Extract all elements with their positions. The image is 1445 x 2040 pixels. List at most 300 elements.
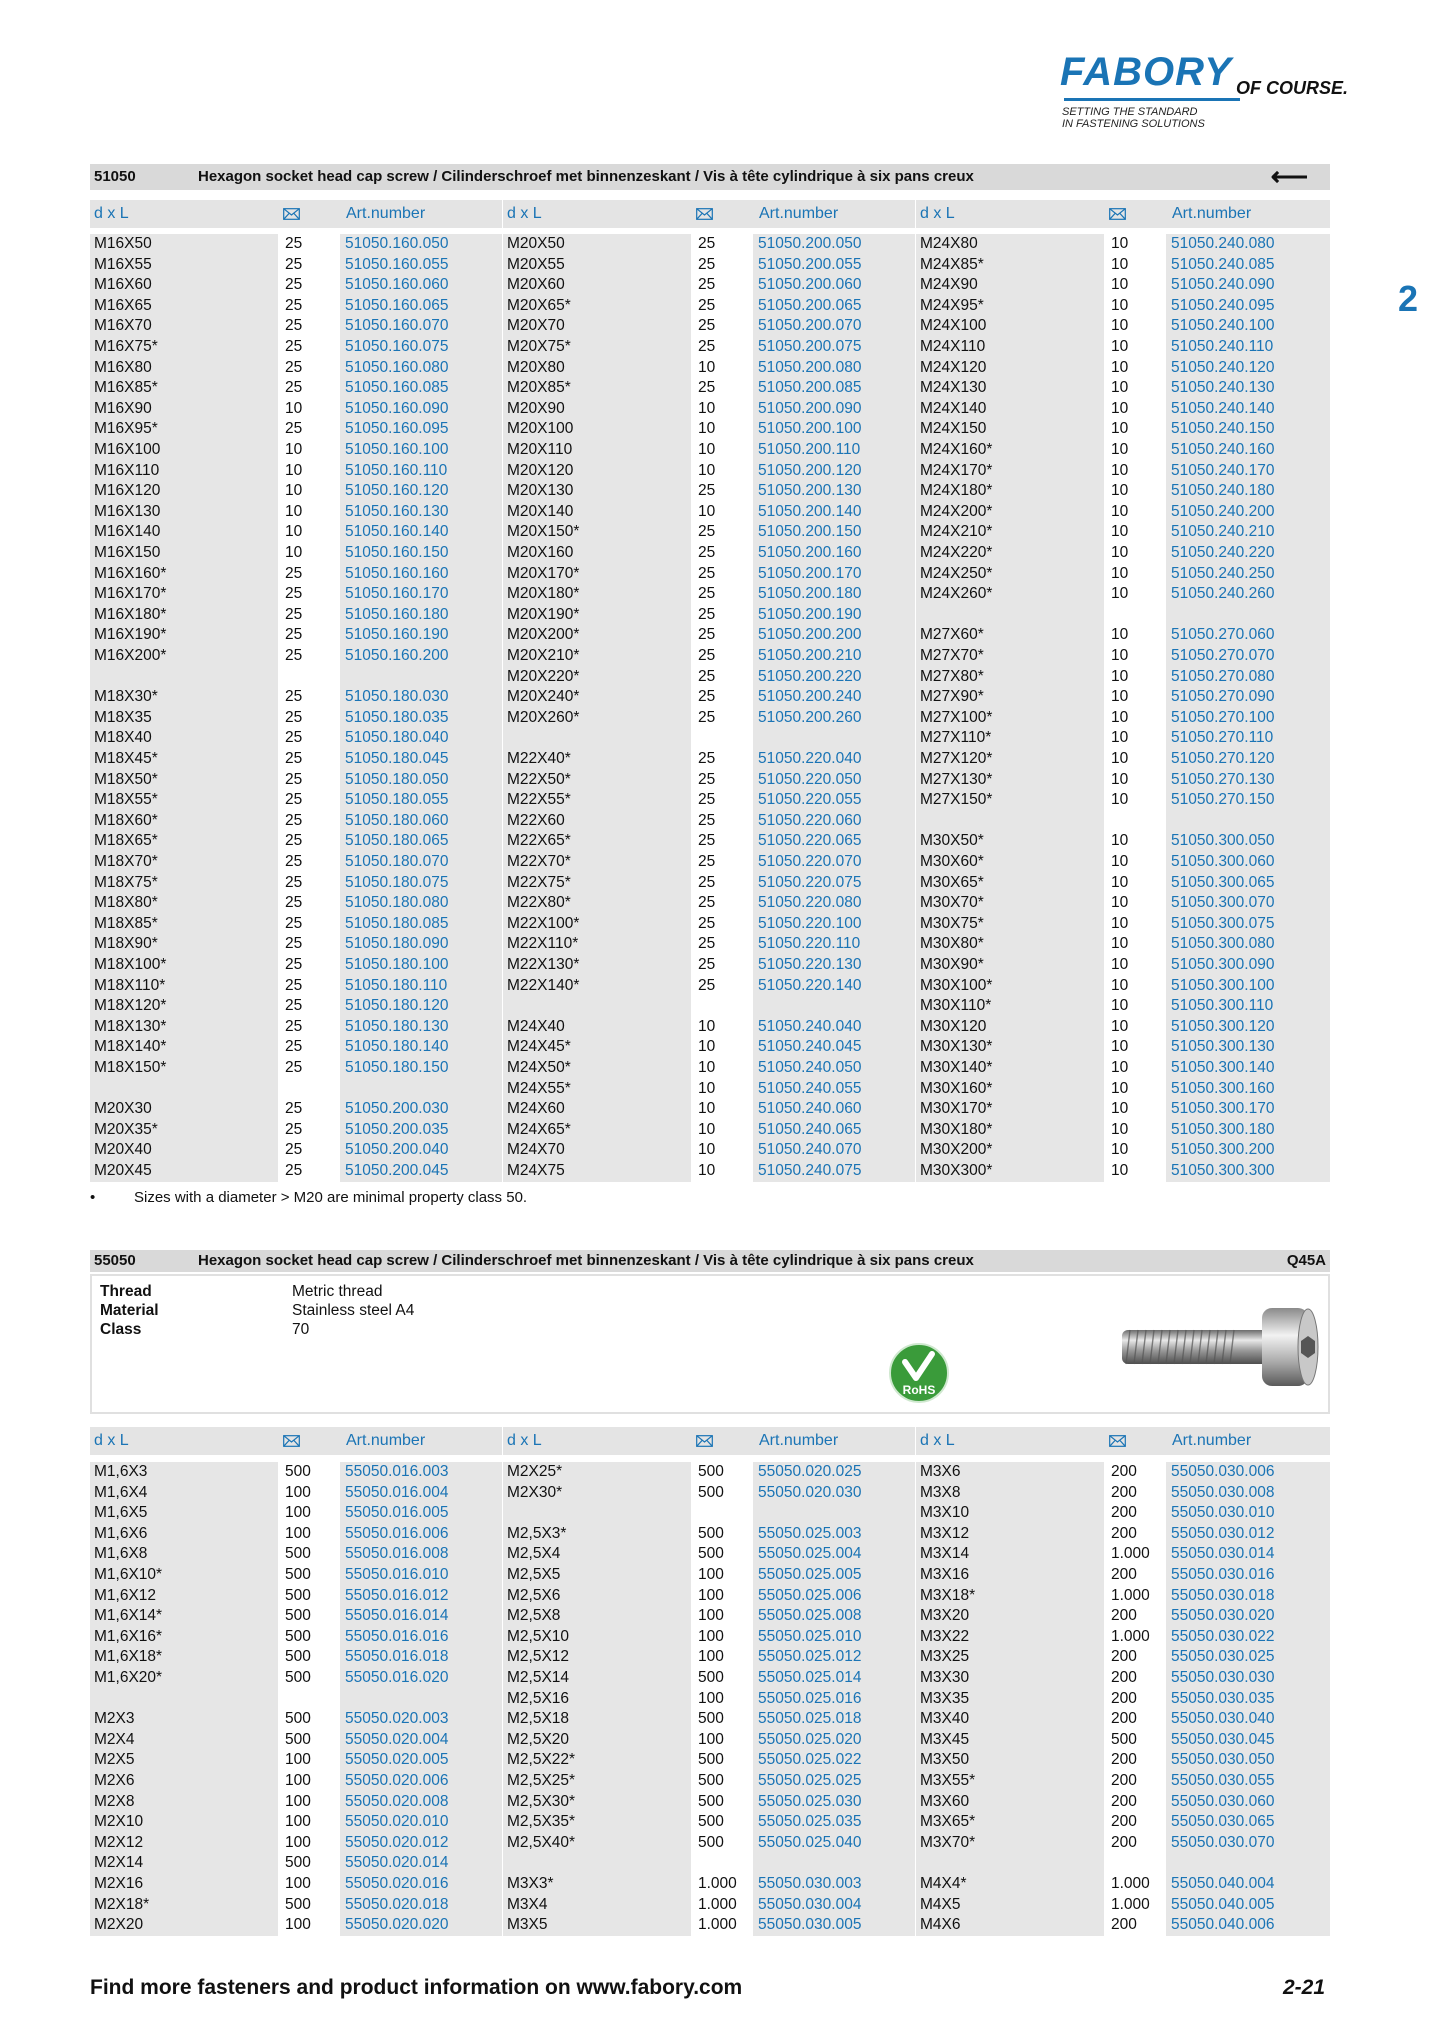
- article-number-link[interactable]: 55050.016.016: [345, 1627, 449, 1645]
- article-number-link[interactable]: 51050.200.055: [758, 255, 862, 273]
- article-number-link[interactable]: 55050.030.065: [1171, 1813, 1275, 1831]
- article-number-link[interactable]: 51050.300.170: [1171, 1100, 1275, 1118]
- article-number-link[interactable]: 51050.270.090: [1171, 688, 1275, 706]
- article-number-link[interactable]: 55050.030.010: [1171, 1504, 1275, 1522]
- article-number-link[interactable]: 51050.180.140: [345, 1038, 449, 1056]
- article-number-link[interactable]: 51050.180.030: [345, 688, 449, 706]
- size-cell: M16X70: [94, 317, 152, 335]
- article-number-link[interactable]: 55050.025.016: [758, 1689, 862, 1707]
- article-number-link[interactable]: 55050.030.055: [1171, 1772, 1275, 1789]
- article-number-link[interactable]: 51050.180.110: [345, 976, 448, 994]
- article-number-link[interactable]: 51050.240.210: [1171, 523, 1275, 541]
- article-number-link[interactable]: 51050.220.110: [758, 935, 861, 953]
- article-number-link[interactable]: 51050.270.130: [1171, 770, 1275, 788]
- article-number-link[interactable]: 51050.270.150: [1171, 791, 1275, 809]
- article-number-link[interactable]: 55050.030.070: [1171, 1833, 1275, 1851]
- article-number-link[interactable]: 55050.030.030: [1171, 1669, 1275, 1686]
- article-number-link[interactable]: 51050.160.160: [345, 564, 449, 582]
- article-number-link[interactable]: 51050.160.100: [345, 441, 449, 458]
- article-number-link[interactable]: 51050.160.130: [345, 502, 449, 520]
- size-cell: M22X130*: [507, 956, 580, 973]
- article-number-link[interactable]: 55050.020.010: [345, 1813, 449, 1831]
- table-row: [90, 399, 504, 419]
- quantity-cell: 25: [285, 276, 303, 294]
- size-cell: M2,5X4: [507, 1545, 561, 1563]
- article-number-link[interactable]: 51050.300.120: [1171, 1017, 1275, 1035]
- quantity-cell: 25: [285, 317, 303, 335]
- quantity-cell: 25: [285, 1120, 303, 1138]
- article-number-link[interactable]: 55050.040.005: [1171, 1895, 1275, 1913]
- quantity-cell: 500: [698, 1483, 724, 1501]
- article-number-link[interactable]: 51050.200.100: [758, 420, 862, 438]
- article-number-link[interactable]: 51050.300.075: [1171, 914, 1275, 932]
- article-number-link[interactable]: 55050.025.006: [758, 1586, 862, 1604]
- quantity-cell: 25: [285, 605, 303, 623]
- article-number-link[interactable]: 55050.016.003: [345, 1463, 449, 1480]
- size-cell: M2,5X40*: [507, 1833, 576, 1851]
- section-title: Hexagon socket head cap screw / Cilinderschroef met binnenzeskant / Vis à tête cylindrique à six pans creux: [198, 1252, 974, 1269]
- table-row: [503, 749, 917, 769]
- article-number-link[interactable]: 51050.180.080: [345, 894, 449, 912]
- article-number-link[interactable]: 51050.240.075: [758, 1162, 862, 1179]
- table-row: [503, 605, 917, 625]
- size-cell: M30X140*: [920, 1059, 993, 1076]
- article-number-link[interactable]: 55050.025.035: [758, 1813, 862, 1831]
- envelope-icon: [283, 1435, 300, 1447]
- article-number-link[interactable]: 51050.200.160: [758, 544, 862, 561]
- quantity-cell: 200: [1111, 1833, 1137, 1851]
- article-number-link[interactable]: 51050.200.180: [758, 585, 862, 603]
- header-art: Art.number: [346, 205, 426, 222]
- quantity-cell: 10: [1111, 1079, 1129, 1097]
- column-header: [503, 200, 915, 228]
- article-number-link[interactable]: 51050.240.060: [758, 1100, 862, 1118]
- article-number-link[interactable]: 55050.030.020: [1171, 1607, 1275, 1625]
- article-number-link[interactable]: 51050.160.050: [345, 235, 449, 252]
- article-number-link[interactable]: 51050.240.110: [1171, 338, 1274, 355]
- article-number-link[interactable]: 55050.020.012: [345, 1833, 449, 1851]
- article-number-link[interactable]: 51050.240.200: [1171, 502, 1275, 520]
- article-number-link[interactable]: 51050.180.130: [345, 1017, 449, 1035]
- article-number-link[interactable]: 55050.030.004: [758, 1895, 862, 1913]
- article-number-link[interactable]: 51050.240.040: [758, 1017, 862, 1035]
- article-number-link[interactable]: 51050.300.100: [1171, 976, 1275, 994]
- article-number-link[interactable]: 51050.240.085: [1171, 255, 1275, 273]
- article-number-link[interactable]: 51050.200.140: [758, 502, 862, 520]
- article-number-link[interactable]: 51050.300.200: [1171, 1141, 1275, 1159]
- article-number-link[interactable]: 51050.270.070: [1171, 647, 1275, 664]
- table-row: [916, 255, 1330, 275]
- size-cell: M18X120*: [94, 997, 167, 1015]
- table-row: [503, 790, 917, 810]
- article-number-link[interactable]: 51050.160.120: [345, 482, 449, 500]
- article-number-link[interactable]: 51050.240.095: [1171, 296, 1275, 314]
- table-row: [90, 1099, 504, 1119]
- article-number-link[interactable]: 51050.160.110: [345, 461, 448, 479]
- quantity-cell: 10: [1111, 729, 1129, 747]
- article-number-link[interactable]: 55050.016.018: [345, 1648, 449, 1666]
- article-number-link[interactable]: 51050.300.160: [1171, 1079, 1275, 1097]
- article-number-link[interactable]: 51050.200.220: [758, 667, 862, 685]
- table-row: [503, 1058, 917, 1078]
- header-dl: d x L: [94, 1432, 129, 1449]
- bullet-icon: •: [90, 1189, 96, 1206]
- article-number-link[interactable]: 51050.200.110: [758, 441, 861, 458]
- article-number-link[interactable]: 55050.020.005: [345, 1751, 449, 1769]
- article-number-link[interactable]: 51050.160.090: [345, 399, 449, 417]
- quantity-cell: 25: [285, 1100, 303, 1118]
- size-cell: M18X80*: [94, 894, 158, 912]
- size-cell: M2X18*: [94, 1895, 150, 1913]
- article-number-link[interactable]: 51050.180.035: [345, 708, 449, 726]
- article-number-link[interactable]: 51050.240.070: [758, 1141, 862, 1159]
- article-number-link[interactable]: 51050.300.070: [1171, 894, 1275, 912]
- article-number-link[interactable]: 55050.030.018: [1171, 1586, 1275, 1604]
- quantity-cell: 10: [1111, 997, 1129, 1015]
- article-number-link[interactable]: 55050.020.030: [758, 1483, 862, 1501]
- table-row: [916, 1730, 1330, 1750]
- article-number-link[interactable]: 51050.160.190: [345, 626, 449, 644]
- header-dl: d x L: [507, 205, 542, 222]
- article-number-link[interactable]: 55050.030.022: [1171, 1627, 1275, 1645]
- article-number-link[interactable]: 51050.160.055: [345, 255, 449, 273]
- article-number-link[interactable]: 51050.200.035: [345, 1120, 449, 1138]
- article-number-link[interactable]: 51050.200.070: [758, 317, 862, 335]
- table-row: [503, 255, 917, 275]
- article-number-link[interactable]: 55050.020.003: [345, 1710, 449, 1728]
- table-row: [503, 1586, 917, 1606]
- column-header: [916, 1427, 1330, 1455]
- article-number-link[interactable]: 51050.220.070: [758, 853, 862, 870]
- article-number-link[interactable]: 51050.220.140: [758, 976, 862, 994]
- article-number-link[interactable]: 51050.180.120: [345, 997, 449, 1015]
- article-number-link[interactable]: 55050.025.014: [758, 1669, 862, 1686]
- article-number-link[interactable]: 55050.025.030: [758, 1792, 862, 1810]
- size-cell: M16X110: [94, 461, 160, 479]
- size-cell: M30X170*: [920, 1100, 993, 1118]
- header-dl: d x L: [507, 1432, 542, 1449]
- article-number-link[interactable]: 51050.270.120: [1171, 750, 1275, 767]
- size-cell: M16X80: [94, 358, 152, 376]
- article-number-link[interactable]: 51050.180.055: [345, 791, 449, 809]
- article-number-link[interactable]: 51050.220.100: [758, 914, 862, 932]
- table-row: [916, 1161, 1330, 1181]
- article-number-link[interactable]: 51050.200.200: [758, 626, 862, 644]
- article-number-link[interactable]: 55050.020.020: [345, 1916, 449, 1934]
- article-number-link[interactable]: 55050.030.005: [758, 1916, 862, 1934]
- article-number-link[interactable]: 55050.025.018: [758, 1710, 862, 1728]
- article-number-link[interactable]: 51050.240.065: [758, 1120, 862, 1138]
- article-number-link[interactable]: 51050.180.070: [345, 853, 449, 870]
- quantity-cell: 10: [698, 1162, 716, 1179]
- article-number-link[interactable]: 51050.200.030: [345, 1100, 449, 1118]
- size-cell: M24X70: [507, 1141, 565, 1159]
- quantity-cell: 25: [285, 997, 303, 1015]
- table-row: [90, 646, 504, 666]
- quantity-cell: 10: [1111, 853, 1129, 870]
- article-number-link[interactable]: 51050.300.300: [1171, 1162, 1275, 1179]
- article-number-link[interactable]: 51050.240.090: [1171, 276, 1275, 294]
- article-number-link[interactable]: 51050.160.170: [345, 585, 449, 603]
- screw-image-icon: [1112, 1300, 1322, 1390]
- article-number-link[interactable]: 55050.020.018: [345, 1895, 449, 1913]
- quantity-cell: 10: [1111, 1162, 1129, 1179]
- article-number-link[interactable]: 51050.200.240: [758, 688, 862, 706]
- article-number-link[interactable]: 51050.300.180: [1171, 1120, 1275, 1138]
- article-number-link[interactable]: 51050.200.045: [345, 1162, 449, 1179]
- table-row: [916, 1750, 1330, 1770]
- article-number-link[interactable]: 55050.025.008: [758, 1607, 862, 1625]
- article-number-link[interactable]: 55050.016.010: [345, 1566, 449, 1583]
- article-number-link[interactable]: 51050.160.080: [345, 358, 449, 376]
- article-number-link[interactable]: 55050.020.016: [345, 1875, 449, 1892]
- article-number-link[interactable]: 51050.200.080: [758, 358, 862, 376]
- article-number-link[interactable]: 51050.240.100: [1171, 317, 1275, 335]
- article-number-link[interactable]: 51050.200.050: [758, 235, 862, 252]
- table-row: [90, 1750, 504, 1770]
- article-number-link[interactable]: 55050.025.005: [758, 1566, 862, 1583]
- article-number-link[interactable]: 51050.240.250: [1171, 564, 1275, 582]
- article-number-link[interactable]: 51050.200.060: [758, 276, 862, 294]
- article-number-link[interactable]: 51050.200.190: [758, 605, 862, 623]
- quantity-cell: 25: [285, 235, 303, 252]
- table-row: [90, 976, 504, 996]
- article-number-link[interactable]: 51050.180.060: [345, 811, 449, 829]
- table-row: [916, 1503, 1330, 1523]
- article-number-link[interactable]: 51050.240.180: [1171, 482, 1275, 500]
- article-number-link[interactable]: 55050.040.004: [1171, 1875, 1275, 1892]
- article-number-link[interactable]: 51050.200.065: [758, 296, 862, 314]
- article-number-link[interactable]: 51050.240.055: [758, 1079, 862, 1097]
- size-cell: M20X190*: [507, 605, 580, 623]
- article-number-link[interactable]: 51050.220.040: [758, 750, 862, 767]
- article-number-link[interactable]: 55050.025.010: [758, 1627, 862, 1645]
- article-number-link[interactable]: 51050.180.090: [345, 935, 449, 953]
- article-number-link[interactable]: 55050.030.035: [1171, 1689, 1275, 1707]
- quantity-cell: 25: [698, 482, 716, 500]
- article-number-link[interactable]: 55050.020.004: [345, 1730, 449, 1748]
- article-number-link[interactable]: 51050.180.065: [345, 832, 449, 850]
- article-number-link[interactable]: 55050.016.008: [345, 1545, 449, 1563]
- size-cell: M16X160*: [94, 564, 167, 582]
- article-number-link[interactable]: 51050.160.060: [345, 276, 449, 294]
- article-number-link[interactable]: 51050.160.085: [345, 379, 449, 397]
- article-number-link[interactable]: 51050.270.080: [1171, 667, 1275, 685]
- article-number-link[interactable]: 51050.160.070: [345, 317, 449, 335]
- article-number-link[interactable]: 55050.030.040: [1171, 1710, 1275, 1728]
- article-number-link[interactable]: 51050.200.085: [758, 379, 862, 397]
- article-number-link[interactable]: 55050.025.025: [758, 1772, 862, 1789]
- page-number: 2-21: [1283, 1976, 1326, 1999]
- article-number-link[interactable]: 55050.030.008: [1171, 1483, 1275, 1501]
- article-number-link[interactable]: 51050.300.140: [1171, 1059, 1275, 1076]
- quantity-cell: 10: [698, 1079, 716, 1097]
- article-number-link[interactable]: 51050.220.075: [758, 873, 862, 891]
- article-number-link[interactable]: 55050.016.012: [345, 1586, 449, 1604]
- article-number-link[interactable]: 51050.220.130: [758, 956, 862, 973]
- article-number-link[interactable]: 55050.016.014: [345, 1607, 449, 1625]
- article-number-link[interactable]: 55050.016.006: [345, 1524, 449, 1542]
- quantity-cell: 1.000: [698, 1875, 737, 1892]
- article-number-link[interactable]: 51050.300.090: [1171, 956, 1275, 973]
- size-cell: M30X90*: [920, 956, 984, 973]
- article-number-link[interactable]: 51050.180.100: [345, 956, 449, 973]
- table-row: [503, 976, 917, 996]
- quantity-cell: 10: [698, 1017, 716, 1035]
- table-row: [503, 1606, 917, 1626]
- article-number-link[interactable]: 51050.220.050: [758, 770, 862, 788]
- article-number-link[interactable]: 55050.030.045: [1171, 1730, 1275, 1748]
- size-cell: M1,6X4: [94, 1483, 148, 1501]
- article-number-link[interactable]: 51050.180.045: [345, 750, 449, 767]
- article-number-link[interactable]: 51050.180.040: [345, 729, 449, 747]
- article-number-link[interactable]: 55050.030.025: [1171, 1648, 1275, 1666]
- article-number-link[interactable]: 51050.300.130: [1171, 1038, 1275, 1056]
- article-number-link[interactable]: 51050.270.100: [1171, 708, 1275, 726]
- article-number-link[interactable]: 51050.240.120: [1171, 358, 1275, 376]
- quantity-cell: 25: [698, 770, 716, 788]
- article-number-link[interactable]: 51050.220.060: [758, 811, 862, 829]
- section-header-51050: [90, 161, 1330, 191]
- article-number-link[interactable]: 51050.240.050: [758, 1059, 862, 1076]
- quantity-cell: 25: [698, 585, 716, 603]
- article-number-link[interactable]: 51050.300.065: [1171, 873, 1275, 891]
- article-number-link[interactable]: 51050.180.075: [345, 873, 449, 891]
- size-cell: M20X260*: [507, 708, 580, 726]
- article-number-link[interactable]: 51050.220.080: [758, 894, 862, 912]
- article-number-link[interactable]: 55050.025.040: [758, 1833, 862, 1851]
- quantity-cell: 100: [285, 1792, 311, 1810]
- table-row: [916, 749, 1330, 769]
- article-number-link[interactable]: 51050.200.075: [758, 338, 862, 355]
- article-number-link[interactable]: 51050.270.060: [1171, 626, 1275, 644]
- article-number-link[interactable]: 55050.016.004: [345, 1483, 449, 1501]
- size-cell: M2X12: [94, 1833, 144, 1851]
- table-row: [90, 1874, 504, 1894]
- article-number-link[interactable]: 55050.020.014: [345, 1854, 449, 1872]
- article-number-link[interactable]: 51050.220.065: [758, 832, 862, 850]
- table-row: [916, 358, 1330, 378]
- table-row: [503, 667, 917, 687]
- article-number-link[interactable]: 55050.025.012: [758, 1648, 862, 1666]
- article-number-link[interactable]: 51050.240.140: [1171, 399, 1275, 417]
- fabory-logo: [1060, 50, 1360, 130]
- article-number-link[interactable]: 55050.030.006: [1171, 1463, 1275, 1480]
- size-cell: M16X150: [94, 544, 161, 561]
- table-row: [90, 1524, 504, 1544]
- size-cell: M24X90: [920, 276, 978, 294]
- article-number-link[interactable]: 51050.200.040: [345, 1141, 449, 1159]
- article-number-link[interactable]: 51050.240.150: [1171, 420, 1275, 438]
- article-number-link[interactable]: 51050.160.065: [345, 296, 449, 314]
- article-number-link[interactable]: 55050.030.012: [1171, 1524, 1275, 1542]
- article-number-link[interactable]: 55050.025.004: [758, 1545, 862, 1563]
- article-number-link[interactable]: 55050.025.022: [758, 1751, 862, 1769]
- table-row: [90, 687, 504, 707]
- table-row: [90, 1771, 504, 1791]
- article-number-link[interactable]: 51050.240.045: [758, 1038, 862, 1056]
- article-number-link[interactable]: 55050.030.060: [1171, 1792, 1275, 1810]
- table-row: [503, 1161, 917, 1181]
- article-number-link[interactable]: 51050.300.080: [1171, 935, 1275, 953]
- article-number-link[interactable]: 51050.270.110: [1171, 729, 1274, 747]
- article-number-link[interactable]: 51050.240.220: [1171, 544, 1275, 561]
- article-number-link[interactable]: 51050.300.060: [1171, 853, 1275, 870]
- article-number-link[interactable]: 51050.180.150: [345, 1059, 449, 1076]
- logo-tagline: [1062, 106, 1205, 130]
- table-row: [503, 461, 917, 481]
- article-number-link[interactable]: 51050.200.260: [758, 708, 862, 726]
- article-number-link[interactable]: 55050.030.003: [758, 1875, 862, 1892]
- quantity-cell: 10: [1111, 1038, 1129, 1056]
- article-number-link[interactable]: 51050.160.140: [345, 523, 449, 541]
- size-cell: M30X100*: [920, 976, 993, 994]
- article-number-link[interactable]: 51050.220.055: [758, 791, 862, 809]
- article-number-link[interactable]: 51050.200.210: [758, 647, 862, 664]
- article-number-link[interactable]: 51050.200.090: [758, 399, 862, 417]
- article-number-link[interactable]: 55050.020.025: [758, 1463, 862, 1480]
- article-number-link[interactable]: 55050.016.020: [345, 1669, 449, 1686]
- article-number-link[interactable]: 55050.025.003: [758, 1524, 862, 1542]
- article-number-link[interactable]: 51050.240.260: [1171, 585, 1275, 603]
- article-number-link[interactable]: 51050.160.095: [345, 420, 449, 438]
- article-number-link[interactable]: 51050.240.170: [1171, 461, 1275, 479]
- article-number-link[interactable]: 51050.160.200: [345, 647, 449, 664]
- article-number-link[interactable]: 51050.240.130: [1171, 379, 1275, 397]
- back-arrow-icon[interactable]: ⟵: [1270, 161, 1308, 191]
- size-cell: M30X60*: [920, 853, 984, 870]
- article-number-link[interactable]: 55050.030.014: [1171, 1545, 1275, 1563]
- size-cell: M24X100: [920, 317, 987, 335]
- article-number-link[interactable]: 51050.300.050: [1171, 832, 1275, 850]
- quantity-cell: 25: [698, 956, 716, 973]
- article-number-link[interactable]: 51050.160.180: [345, 605, 449, 623]
- article-number-link[interactable]: 55050.040.006: [1171, 1916, 1275, 1934]
- article-number-link[interactable]: 55050.016.005: [345, 1504, 449, 1522]
- article-number-link[interactable]: 51050.180.050: [345, 770, 449, 788]
- article-number-link[interactable]: 55050.030.050: [1171, 1751, 1275, 1769]
- table-row: [916, 502, 1330, 522]
- article-number-link[interactable]: 51050.240.160: [1171, 441, 1275, 458]
- quantity-cell: 500: [698, 1772, 724, 1789]
- table-row: [90, 481, 504, 501]
- product-spec-box: [90, 1274, 1330, 1414]
- article-number-link[interactable]: 51050.300.110: [1171, 997, 1274, 1015]
- article-number-link[interactable]: 55050.020.008: [345, 1792, 449, 1810]
- quantity-cell: 10: [1111, 317, 1129, 335]
- article-number-link[interactable]: 51050.200.150: [758, 523, 862, 541]
- quantity-cell: 100: [698, 1586, 724, 1604]
- size-cell: M18X40: [94, 729, 152, 747]
- article-number-link[interactable]: 51050.180.085: [345, 914, 449, 932]
- article-number-link[interactable]: 55050.020.006: [345, 1772, 449, 1789]
- article-number-link[interactable]: 51050.200.170: [758, 564, 862, 582]
- column-header: [503, 1427, 915, 1455]
- table-row: [916, 1524, 1330, 1544]
- article-number-link[interactable]: 55050.030.016: [1171, 1566, 1275, 1583]
- article-number-link[interactable]: 55050.025.020: [758, 1730, 862, 1748]
- table-row: [916, 728, 1330, 748]
- quantity-cell: 10: [1111, 1100, 1129, 1118]
- logo-tagline-2: IN FASTENING SOLUTIONS: [1062, 118, 1205, 130]
- quantity-cell: 500: [1111, 1730, 1137, 1748]
- article-number-link[interactable]: 51050.160.150: [345, 544, 449, 561]
- article-number-link[interactable]: 51050.160.075: [345, 338, 449, 355]
- article-number-link[interactable]: 51050.200.120: [758, 461, 862, 479]
- quantity-cell: 500: [285, 1463, 311, 1480]
- article-number-link[interactable]: 51050.200.130: [758, 482, 862, 500]
- article-number-link[interactable]: 51050.240.080: [1171, 235, 1275, 252]
